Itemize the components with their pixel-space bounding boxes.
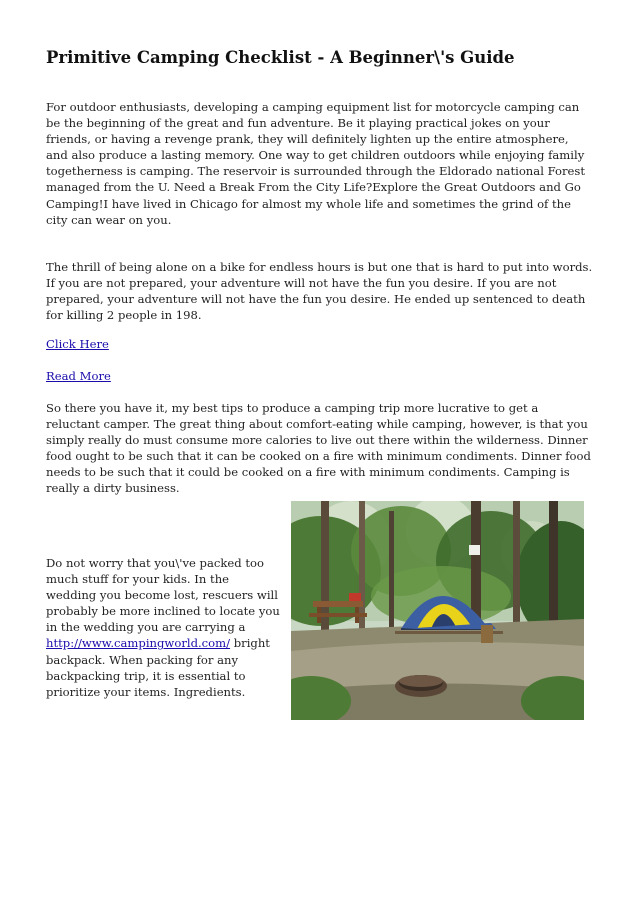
- document-title: Primitive Camping Checklist - A Beginner\'s Guide: [46, 48, 515, 67]
- paragraph-packing-text-start: Do not worry that you\'ve packed too much stuff for your kids. In the wedding you become lost, rescuers will probably be more inclined to locate you in the wedding you are carrying a: [46, 556, 280, 635]
- read-more-link[interactable]: Read More: [46, 369, 111, 383]
- click-here-link[interactable]: Click Here: [46, 337, 109, 351]
- paragraph-packing: [46, 555, 282, 700]
- campsite-photo: [291, 501, 584, 720]
- campingworld-link[interactable]: http://www.campingworld.com/: [46, 636, 231, 651]
- paragraph-thrill: The thrill of being alone on a bike for endless hours is but one that is hard to put into words. If you are not prepared, your adventure will not have the fun you desire. If you are not prepared, your adventure will not have the fun you desire. He ended up sentenced to death for killing 2 people in 198.: [46, 260, 593, 323]
- paragraph-packing-text-end: bright backpack. When packing for any backpacking trip, it is essential to prioritize your items. Ingredients.: [46, 636, 270, 699]
- paragraph-intro: For outdoor enthusiasts, developing a camping equipment list for motorcycle camping can be the beginning of the great and fun adventure. Be it playing practical jokes on your friends, or having a revenge prank, they will definitely lighten up the entire atmosphere, and also produce a lasting memory. One way to get children outdoors while enjoying family togetherness is camping. The reservoir is surrounded through the Eldorado national Forest managed from the U. Need a Break From the City Life?Explore the Great Outdoors and Go Camping!I have lived in Chicago for almost my whole life and sometimes the grind of the city can wear on you.: [46, 100, 585, 227]
- paragraph-tips: So there you have it, my best tips to produce a camping trip more lucrative to get a reluctant camper. The great thing about comfort-eating while camping, however, is that you simply really do must consume more calories to live out there within the wilderness. Dinner food ought to be such that it can be cooked on a fire with minimum condiments. Dinner food needs to be such that it could be cooked on a fire with minimum condiments. Camping is really a dirty business.: [46, 401, 591, 496]
